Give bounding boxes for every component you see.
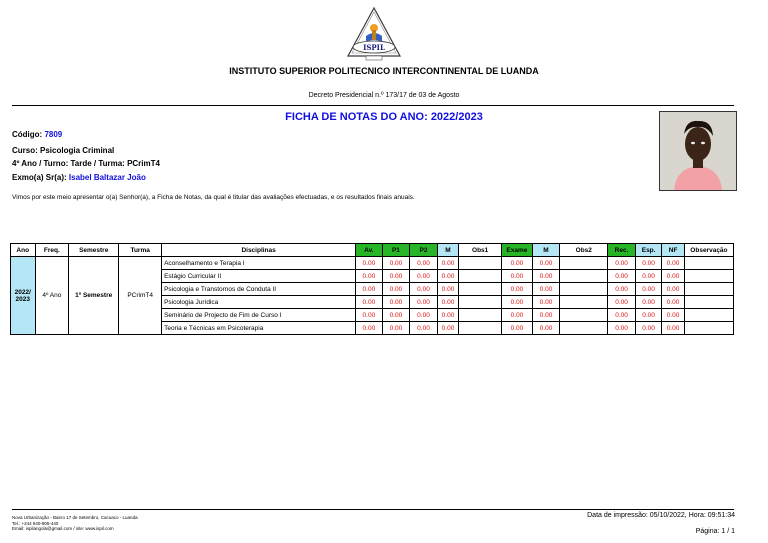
col-obs2: Obs2 bbox=[560, 244, 608, 257]
header-divider bbox=[12, 105, 734, 106]
cell-rec: 0.00 bbox=[608, 270, 636, 283]
cell-esp: 0.00 bbox=[635, 283, 662, 296]
table-header-row bbox=[11, 244, 734, 257]
cell-nf: 0.00 bbox=[662, 309, 684, 322]
footer-divider bbox=[12, 509, 734, 510]
cell-m: 0.00 bbox=[437, 257, 458, 270]
col-p1: P1 bbox=[382, 244, 410, 257]
cell-exame: 0.00 bbox=[502, 257, 533, 270]
col-p2: P2 bbox=[410, 244, 438, 257]
col-m: M bbox=[437, 244, 458, 257]
intro-text: Vimos por este meio apresentar o(a) Senhor(a), a Ficha de Notas, da qual é titular das avaliações efectuadas, e os resultados finais anuais. bbox=[12, 194, 415, 201]
cell-obs2 bbox=[560, 322, 608, 335]
cell-m: 0.00 bbox=[437, 322, 458, 335]
cell-nf: 0.00 bbox=[662, 283, 684, 296]
table-row bbox=[11, 257, 734, 270]
student-photo bbox=[659, 111, 737, 191]
cell-p1: 0.00 bbox=[382, 270, 410, 283]
course-line: Curso: Psicologia Criminal bbox=[12, 146, 115, 155]
code-label: Código: bbox=[12, 130, 43, 139]
cell-exame: 0.00 bbox=[502, 309, 533, 322]
cell-nf: 0.00 bbox=[662, 270, 684, 283]
col-m2: M bbox=[532, 244, 560, 257]
cell-p1: 0.00 bbox=[382, 309, 410, 322]
cell-m: 0.00 bbox=[437, 270, 458, 283]
cell-m: 0.00 bbox=[437, 309, 458, 322]
student-name-line bbox=[12, 173, 146, 182]
col-disciplinas: Disciplinas bbox=[162, 244, 356, 257]
address-line-2: Tel.: +244 940-905-440 bbox=[12, 520, 59, 526]
cell-p2: 0.00 bbox=[410, 296, 438, 309]
code-value: 7809 bbox=[44, 130, 63, 139]
cell-rec: 0.00 bbox=[608, 283, 636, 296]
cell-esp: 0.00 bbox=[635, 309, 662, 322]
student-code bbox=[12, 130, 62, 139]
cell-freq: 4º Ano bbox=[35, 257, 69, 335]
cell-obs2 bbox=[560, 309, 608, 322]
cell-m2: 0.00 bbox=[532, 309, 560, 322]
cell-p2: 0.00 bbox=[410, 270, 438, 283]
cell-m2: 0.00 bbox=[532, 270, 560, 283]
cell-m2: 0.00 bbox=[532, 296, 560, 309]
cell-obs2 bbox=[560, 283, 608, 296]
cell-discipline: Psicologia e Transtornos de Conduta II bbox=[162, 283, 356, 296]
cell-m: 0.00 bbox=[437, 296, 458, 309]
cell-p1: 0.00 bbox=[382, 283, 410, 296]
cell-esp: 0.00 bbox=[635, 322, 662, 335]
cell-esp: 0.00 bbox=[635, 257, 662, 270]
cell-discipline: Psicologia Jurídica bbox=[162, 296, 356, 309]
decree-text: Decreto Presidencial n.º 173/17 de 03 de Agosto bbox=[308, 92, 460, 99]
cell-p2: 0.00 bbox=[410, 322, 438, 335]
cell-semester: 1º Semestre bbox=[69, 257, 119, 335]
cell-m2: 0.00 bbox=[532, 257, 560, 270]
cell-p2: 0.00 bbox=[410, 309, 438, 322]
cell-m2: 0.00 bbox=[532, 322, 560, 335]
cell-observacao bbox=[684, 309, 733, 322]
cell-exame: 0.00 bbox=[502, 322, 533, 335]
col-obs1: Obs1 bbox=[459, 244, 502, 257]
cell-rec: 0.00 bbox=[608, 257, 636, 270]
cell-obs1 bbox=[459, 257, 502, 270]
cell-obs2 bbox=[560, 296, 608, 309]
cell-exame: 0.00 bbox=[502, 283, 533, 296]
cell-discipline: Aconselhamento e Terapia I bbox=[162, 257, 356, 270]
cell-obs1 bbox=[459, 283, 502, 296]
page-title: FICHA DE NOTAS DO ANO: 2022/2023 bbox=[285, 111, 483, 123]
cell-nf: 0.00 bbox=[662, 296, 684, 309]
col-turma: Turma bbox=[119, 244, 162, 257]
cell-rec: 0.00 bbox=[608, 296, 636, 309]
cell-esp: 0.00 bbox=[635, 296, 662, 309]
col-freq: Freq. bbox=[35, 244, 69, 257]
student-name: Isabel Baltazar João bbox=[68, 173, 146, 182]
cell-observacao bbox=[684, 270, 733, 283]
address-line-1: Nova Urbanização - Bairro 17 de Setembro, Cacuaco - Luanda bbox=[12, 515, 138, 520]
cell-nf: 0.00 bbox=[662, 322, 684, 335]
cell-p2: 0.00 bbox=[410, 257, 438, 270]
cell-m: 0.00 bbox=[437, 283, 458, 296]
cell-av: 0.00 bbox=[356, 296, 383, 309]
cell-p1: 0.00 bbox=[382, 257, 410, 270]
svg-text:ISPIL: ISPIL bbox=[363, 43, 385, 52]
cell-obs1 bbox=[459, 322, 502, 335]
cell-obs2 bbox=[560, 270, 608, 283]
col-observacao: Observação bbox=[684, 244, 733, 257]
institution-logo bbox=[342, 6, 406, 64]
cell-rec: 0.00 bbox=[608, 309, 636, 322]
footer-address bbox=[12, 515, 138, 532]
col-rec: Rec. bbox=[608, 244, 636, 257]
cell-discipline: Estágio Curricular II bbox=[162, 270, 356, 283]
cell-class: PCrimT4 bbox=[119, 257, 162, 335]
cell-rec: 0.00 bbox=[608, 322, 636, 335]
col-ano: Ano bbox=[11, 244, 36, 257]
cell-observacao bbox=[684, 322, 733, 335]
cell-discipline: Seminário de Projecto de Fim de Curso I bbox=[162, 309, 356, 322]
cell-nf: 0.00 bbox=[662, 257, 684, 270]
cell-observacao bbox=[684, 257, 733, 270]
cell-m2: 0.00 bbox=[532, 283, 560, 296]
cell-av: 0.00 bbox=[356, 270, 383, 283]
cell-discipline: Teoria e Técnicas em Psicoterapia bbox=[162, 322, 356, 335]
cell-esp: 0.00 bbox=[635, 270, 662, 283]
cell-av: 0.00 bbox=[356, 322, 383, 335]
grades-table bbox=[10, 243, 734, 335]
cell-p1: 0.00 bbox=[382, 296, 410, 309]
print-date: Data de impressão: 05/10/2022, Hora: 09:51:34 bbox=[587, 512, 735, 519]
cell-obs2 bbox=[560, 257, 608, 270]
col-semestre: Semestre bbox=[69, 244, 119, 257]
cell-p1: 0.00 bbox=[382, 322, 410, 335]
institution-name: INSTITUTO SUPERIOR POLITECNICO INTERCONTINENTAL DE LUANDA bbox=[229, 66, 539, 76]
col-esp: Esp. bbox=[635, 244, 662, 257]
cell-av: 0.00 bbox=[356, 309, 383, 322]
page-number: Página: 1 / 1 bbox=[695, 528, 735, 535]
cell-observacao bbox=[684, 283, 733, 296]
cell-year: 2022/ 2023 bbox=[11, 257, 36, 335]
cell-observacao bbox=[684, 296, 733, 309]
cell-exame: 0.00 bbox=[502, 296, 533, 309]
address-line-3: Email: ispilangola@gmail.com / site: www.ispil.com bbox=[12, 526, 114, 531]
name-label: Exmo(a) Sr(a): bbox=[12, 173, 67, 182]
cell-av: 0.00 bbox=[356, 283, 383, 296]
cell-exame: 0.00 bbox=[502, 270, 533, 283]
col-exame: Exame bbox=[502, 244, 533, 257]
cell-av: 0.00 bbox=[356, 257, 383, 270]
cell-obs1 bbox=[459, 270, 502, 283]
col-av: Av. bbox=[356, 244, 383, 257]
col-nf: NF bbox=[662, 244, 684, 257]
cell-obs1 bbox=[459, 309, 502, 322]
cell-obs1 bbox=[459, 296, 502, 309]
year-line: 4º Ano / Turno: Tarde / Turma: PCrimT4 bbox=[12, 159, 160, 168]
cell-p2: 0.00 bbox=[410, 283, 438, 296]
